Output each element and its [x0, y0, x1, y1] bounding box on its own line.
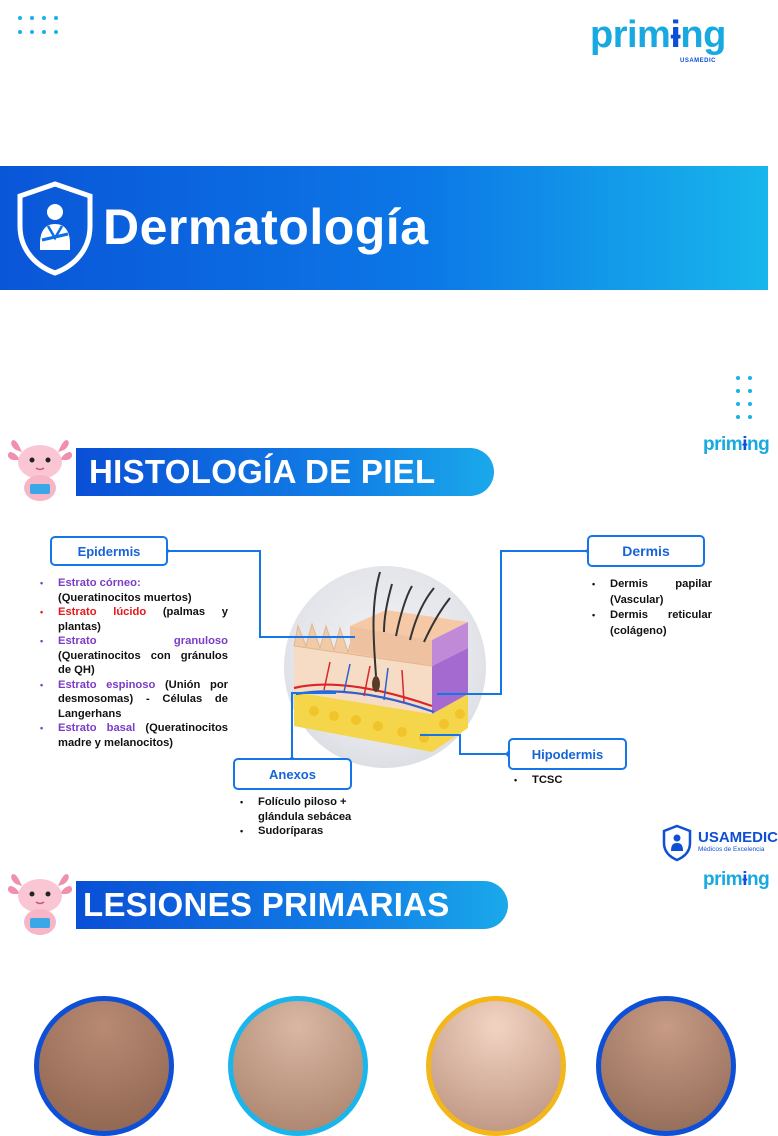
- list-item: • Estrato granuloso (Queratinocitos con gránulos de QH): [40, 634, 228, 678]
- lesion-image: [426, 996, 566, 1136]
- dermis-list: [592, 577, 712, 639]
- priming-logo: primɨng: [703, 434, 770, 455]
- list-item: • Dermis reticular (colágeno): [592, 608, 712, 639]
- list-item: • Folículo piloso + glándula sebácea: [240, 795, 370, 824]
- lesion-image: [596, 996, 736, 1136]
- priming-logo: primɨng: [590, 14, 726, 56]
- usamedic-name: USAMEDIC: [698, 829, 778, 846]
- priming-logo: primɨng: [703, 869, 770, 890]
- label-anexos: Anexos: [233, 758, 352, 790]
- usamedic-tagline: Médicos de Excelencia: [698, 846, 765, 853]
- label-dermis: Dermis: [587, 535, 705, 567]
- label-hipodermis: Hipodermis: [508, 738, 627, 770]
- list-item: • Estrato córneo: (Queratinocitos muertos): [40, 576, 228, 605]
- skin-histology-image: [284, 566, 486, 768]
- list-item: • Estrato lúcido (palmas y plantas): [40, 605, 228, 634]
- list-item: • Estrato basal (Queratinocitos madre y melanocitos): [40, 721, 228, 750]
- list-item: • Sudoríparas: [240, 824, 370, 839]
- lesion-image: [34, 996, 174, 1136]
- usamedic-shield-icon: [662, 824, 692, 862]
- page-title: Dermatología: [103, 199, 429, 255]
- epidermis-list: [40, 576, 228, 750]
- list-item: • Estrato espinoso (Unión por desmosomas) - Células de Langerhans: [40, 678, 228, 722]
- list-item: • Dermis papilar (Vascular): [592, 577, 712, 608]
- label-epidermis: Epidermis: [50, 536, 168, 566]
- anexos-list: [240, 795, 370, 839]
- axolotl-mascot-icon: [6, 436, 74, 504]
- priming-logo-tagline: USAMEDIC: [680, 58, 717, 64]
- lesion-image: [228, 996, 368, 1136]
- section-title-histology: HISTOLOGÍA DE PIEL: [89, 453, 436, 490]
- hipodermis-list: [514, 773, 624, 788]
- doctor-shield-icon: [14, 180, 96, 276]
- decorative-dots: [18, 16, 58, 34]
- decorative-dots: [736, 376, 752, 419]
- axolotl-mascot-icon: [6, 870, 74, 938]
- section-title-primary-lesions: LESIONES PRIMARIAS: [83, 886, 450, 923]
- list-item: • TCSC: [514, 773, 624, 788]
